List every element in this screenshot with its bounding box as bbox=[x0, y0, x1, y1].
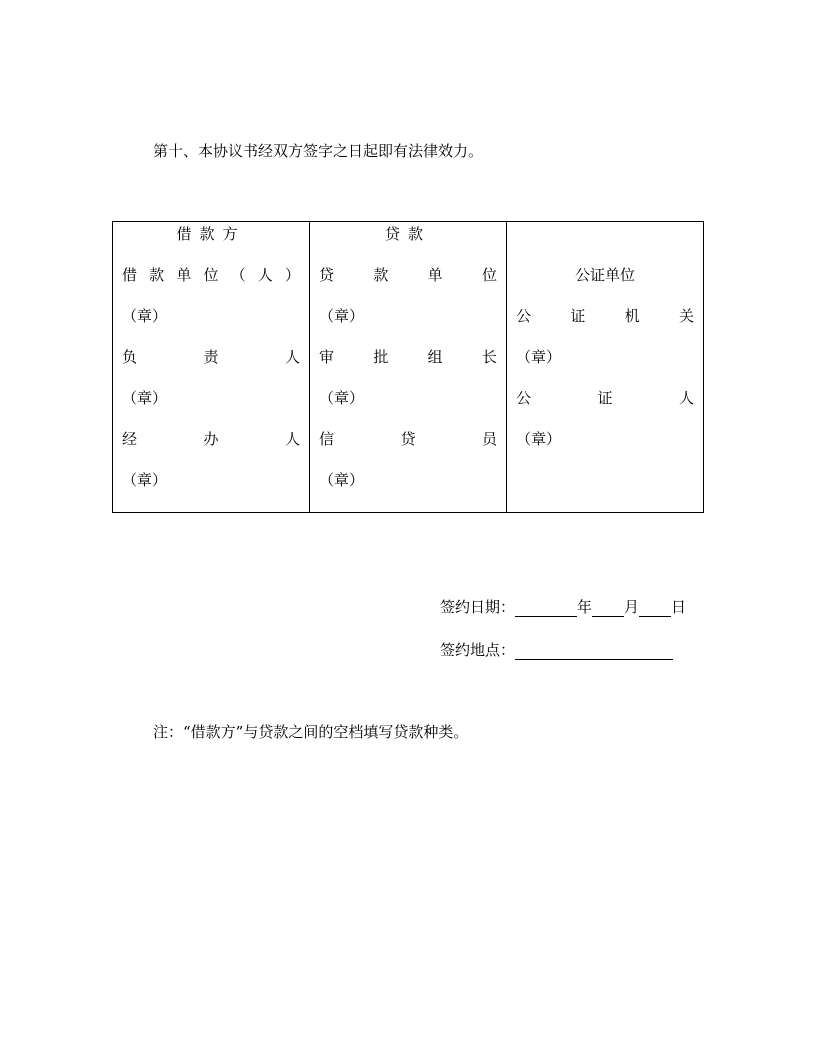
borrower-unit-stamp: （章） bbox=[122, 306, 168, 325]
day-label: 日 bbox=[671, 598, 687, 616]
borrower-responsible-label: 负 责 人 bbox=[122, 347, 300, 366]
signature-table bbox=[112, 221, 704, 513]
notary-person-label: 公 证 人 bbox=[516, 388, 694, 407]
lender-column bbox=[310, 222, 507, 513]
borrower-handler-label: 经 办 人 bbox=[122, 429, 300, 448]
lender-unit-label: 贷 款 单 位 bbox=[319, 265, 497, 284]
notary-unit-header: 公证单位 bbox=[574, 265, 635, 284]
borrower-column bbox=[113, 222, 310, 513]
signing-date-row bbox=[440, 596, 686, 617]
borrower-header: 借款方 bbox=[176, 224, 246, 243]
signing-date-label: 签约日期： bbox=[440, 598, 516, 616]
lender-credit-officer-stamp: （章） bbox=[319, 470, 365, 489]
lender-approval-label: 审 批 组 长 bbox=[319, 347, 497, 366]
signing-place-blank[interactable] bbox=[515, 643, 673, 660]
borrower-responsible-stamp: （章） bbox=[122, 388, 168, 407]
notary-person-stamp: （章） bbox=[516, 429, 562, 448]
year-label: 年 bbox=[577, 598, 593, 616]
signing-day-blank[interactable] bbox=[639, 600, 671, 617]
lender-approval-stamp: （章） bbox=[319, 388, 365, 407]
signing-year-blank[interactable] bbox=[515, 600, 577, 617]
signing-month-blank[interactable] bbox=[592, 600, 624, 617]
notary-office-label: 公 证 机 关 bbox=[516, 306, 694, 325]
month-label: 月 bbox=[624, 598, 640, 616]
notary-column bbox=[507, 222, 704, 513]
clause-10: 第十、本协议书经双方签字之日起即有法律效力。 bbox=[153, 142, 484, 160]
lender-header: 贷款 bbox=[384, 224, 431, 243]
signing-place-label: 签约地点： bbox=[440, 641, 516, 659]
notary-office-stamp: （章） bbox=[516, 347, 562, 366]
lender-unit-stamp: （章） bbox=[319, 306, 365, 325]
lender-credit-officer-label: 信 贷 员 bbox=[319, 429, 497, 448]
footnote: 注：“借款方”与贷款之间的空档填写贷款种类。 bbox=[153, 723, 469, 741]
borrower-handler-stamp: （章） bbox=[122, 470, 168, 489]
borrower-unit-label: 借 款 单 位 （ 人 ） bbox=[122, 265, 300, 284]
signing-place-row bbox=[440, 639, 673, 660]
